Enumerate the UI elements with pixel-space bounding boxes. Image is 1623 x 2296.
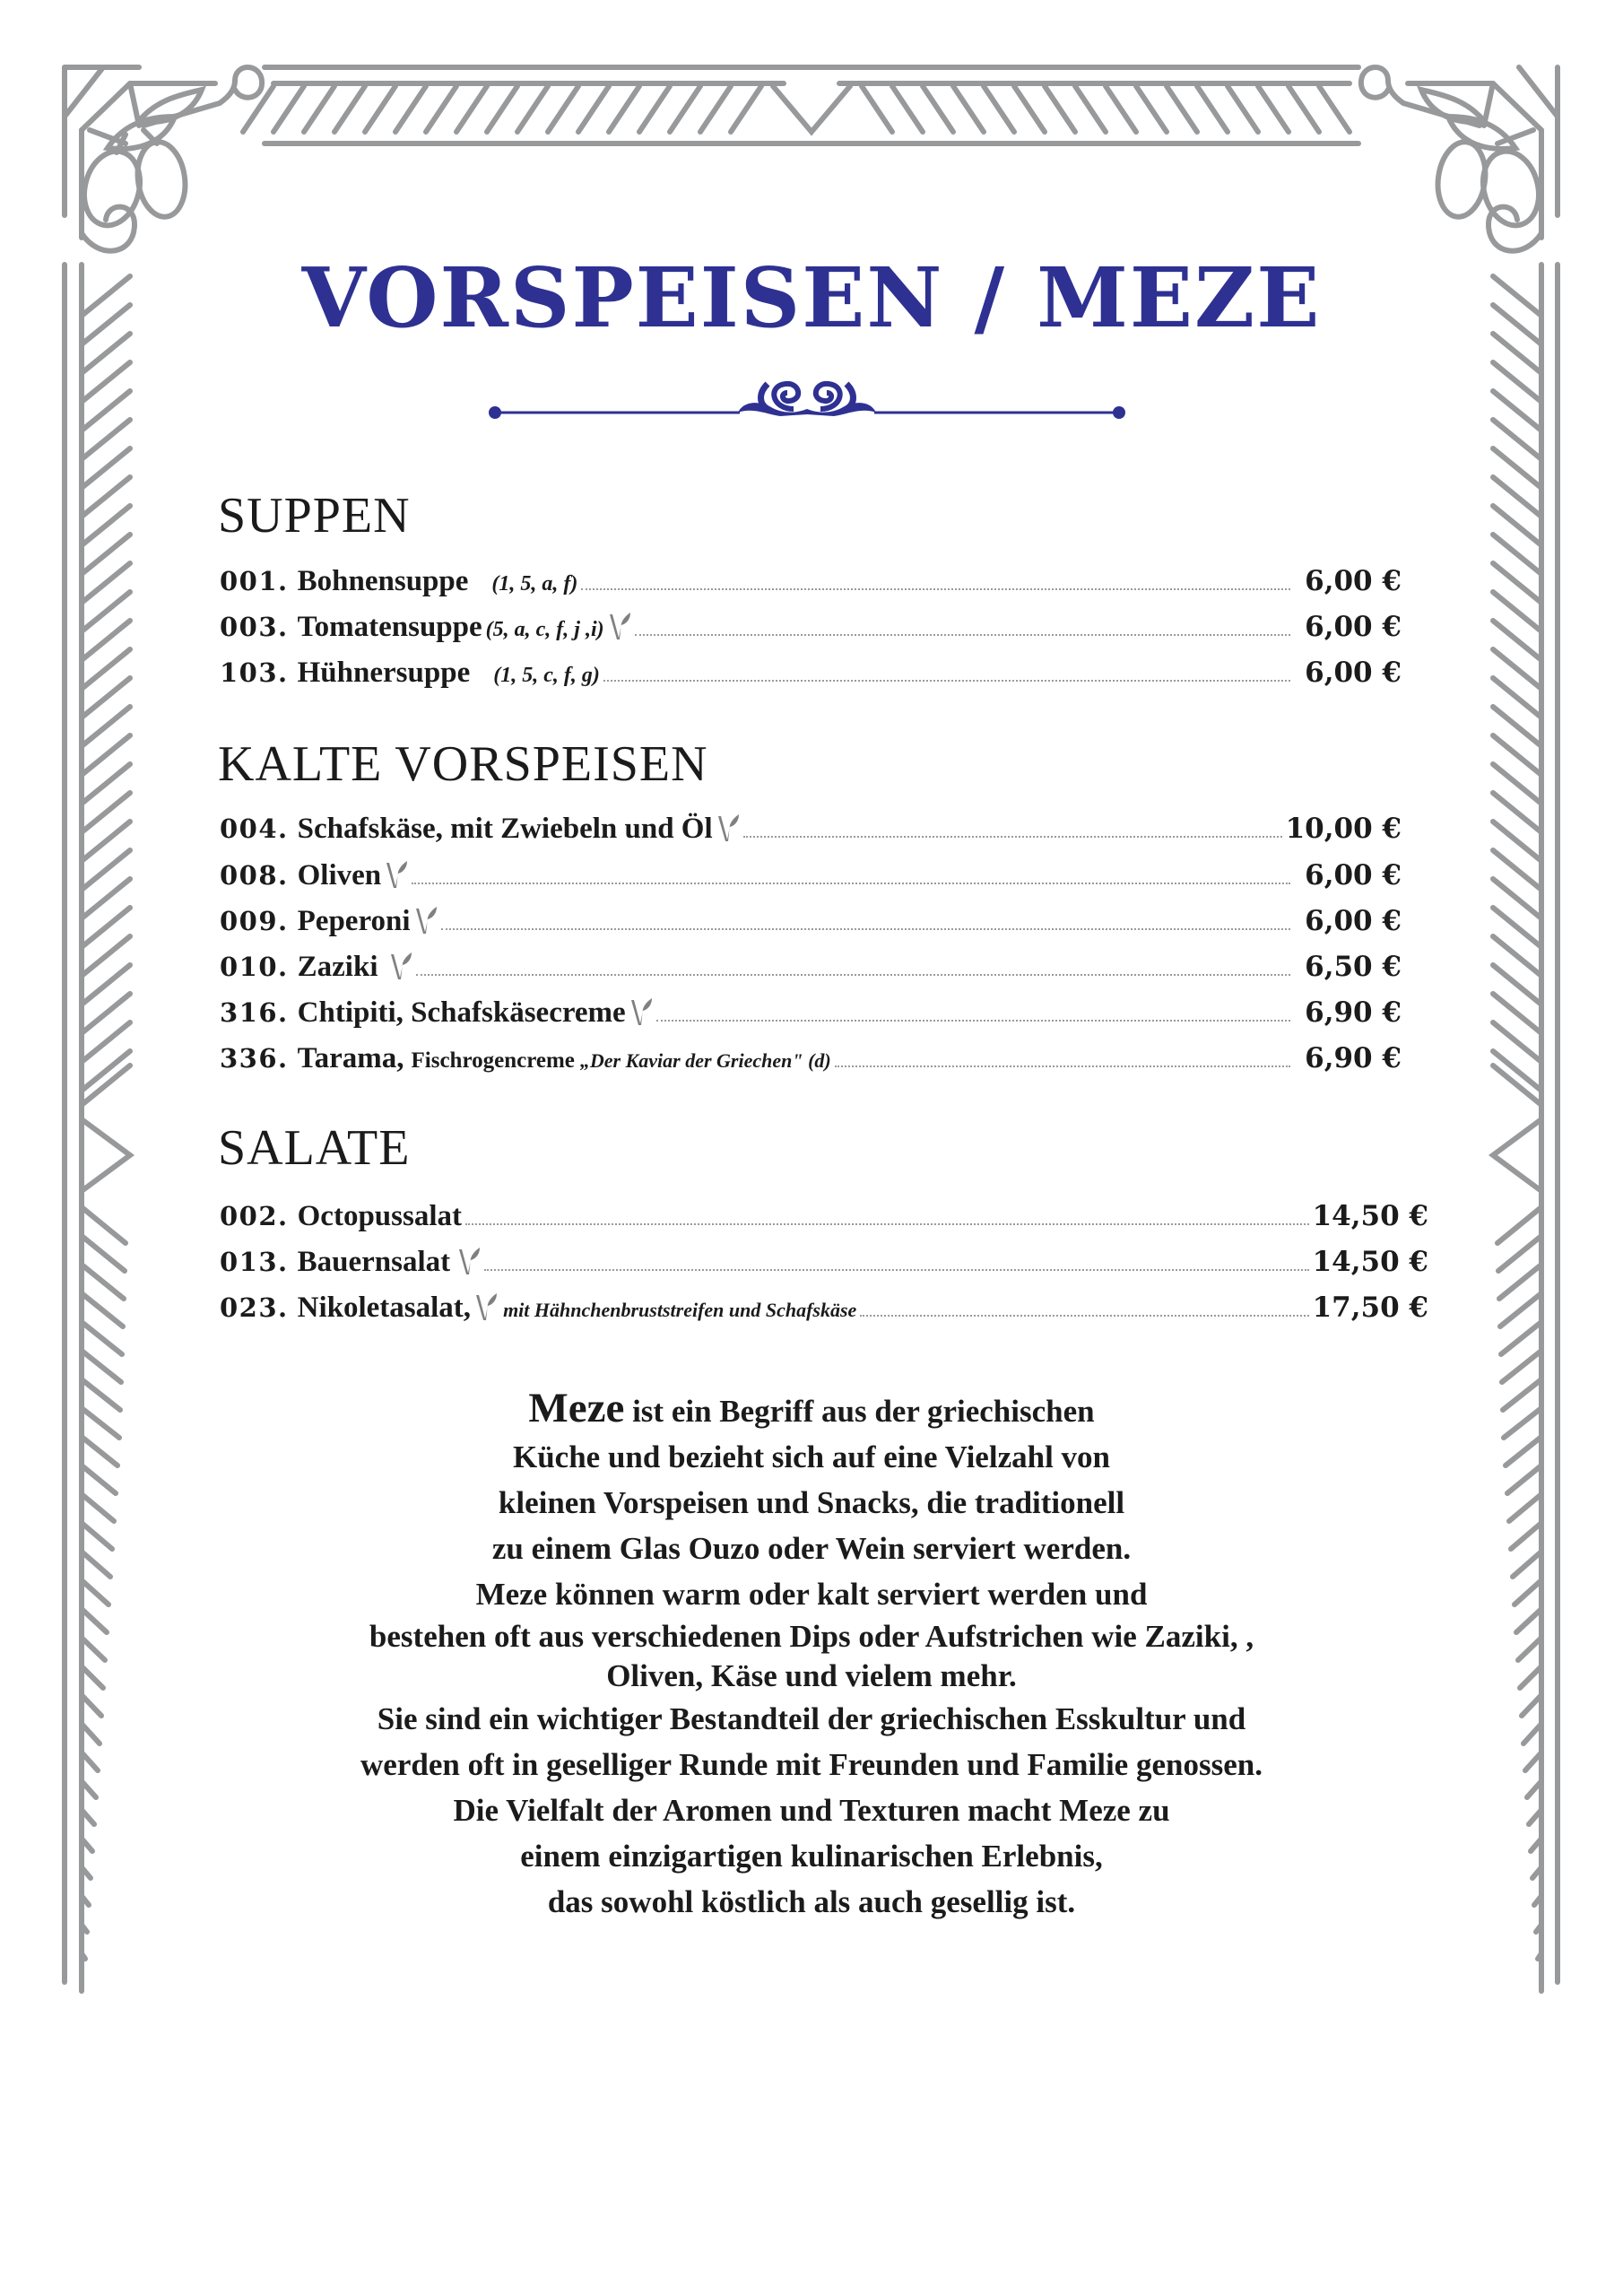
- title-divider-ornament: [484, 377, 1130, 439]
- menu-item: [220, 1242, 1428, 1282]
- dotted-leader: [603, 679, 1290, 682]
- description-line: Meze können warm oder kalt serviert werden und: [475, 1577, 1148, 1612]
- item-price: 6,00 €: [1305, 611, 1402, 643]
- item-number: 103.: [220, 657, 289, 688]
- item-name: Nikoletasalat,: [297, 1292, 472, 1324]
- item-number: 023.: [220, 1292, 289, 1323]
- description-line: Oliven, Käse und vielem mehr.: [606, 1658, 1017, 1693]
- menu-item: [220, 901, 1402, 941]
- item-name: Zaziki: [297, 951, 378, 983]
- item-price: 6,00 €: [1305, 657, 1402, 689]
- description-line: das sowohl köstlich als auch gesellig ist.: [547, 1884, 1076, 1919]
- section-title-kalte-vorspeisen: KALTE VORSPEISEN: [218, 736, 708, 792]
- dotted-leader: [743, 835, 1282, 838]
- vegetarian-leaf-icon: [608, 611, 631, 641]
- item-number: 013.: [220, 1247, 289, 1277]
- menu-item: [220, 856, 1402, 895]
- menu-item: [220, 1288, 1428, 1327]
- dotted-leader: [484, 1268, 1308, 1271]
- item-number: 008.: [220, 860, 289, 891]
- item-price: 6,90 €: [1305, 1042, 1402, 1074]
- vegetarian-leaf-icon: [414, 905, 438, 935]
- item-description: „Der Kaviar der Griechen" (d): [579, 1049, 831, 1072]
- item-number: 009.: [220, 906, 289, 936]
- allergen-note: (1, 5, c, f, g): [493, 664, 600, 687]
- item-price: 6,00 €: [1305, 859, 1402, 891]
- meze-description: [215, 1386, 1408, 1925]
- dotted-leader: [465, 1222, 1309, 1225]
- item-number: 336.: [220, 1043, 289, 1074]
- item-name: Tomatensuppe: [297, 611, 482, 643]
- description-line: einem einzigartigen kulinarischen Erlebnis,: [520, 1839, 1103, 1874]
- section-title-salate: SALATE: [218, 1120, 411, 1176]
- description-line: Küche und bezieht sich auf eine Vielzahl von: [512, 1439, 1111, 1474]
- item-name: Schafskäse, mit Zwiebeln und Öl: [297, 813, 713, 845]
- item-price: 14,50 €: [1312, 1200, 1428, 1232]
- description-lead-word: Meze: [528, 1385, 625, 1431]
- vegetarian-leaf-icon: [629, 996, 653, 1027]
- dotted-leader: [581, 587, 1290, 590]
- dotted-leader: [635, 633, 1290, 636]
- vegetarian-leaf-icon: [716, 813, 740, 843]
- item-name: Tarama,: [297, 1042, 404, 1074]
- dotted-leader: [416, 973, 1291, 976]
- menu-item: [220, 607, 1402, 647]
- dotted-leader: [412, 882, 1290, 884]
- dotted-leader: [860, 1314, 1308, 1317]
- item-name: Oliven: [297, 859, 382, 891]
- item-price: 17,50 €: [1312, 1292, 1428, 1324]
- item-price: 6,90 €: [1305, 996, 1402, 1029]
- item-name: Octopussalat: [297, 1200, 462, 1232]
- menu-item: [220, 809, 1402, 848]
- description-text: ist ein Begriff aus der griechischen: [624, 1394, 1095, 1429]
- menu-item: [220, 947, 1402, 987]
- allergen-note: (5, a, c, f, j ,i): [485, 618, 604, 641]
- vegetarian-leaf-icon: [457, 1246, 481, 1276]
- dotted-leader: [441, 927, 1290, 930]
- dotted-leader: [656, 1019, 1290, 1022]
- item-name: Hühnersuppe: [297, 657, 471, 689]
- vegetarian-leaf-icon: [385, 859, 408, 890]
- description-line: Die Vielfalt der Aromen und Texturen macht Meze zu: [453, 1793, 1170, 1828]
- item-name: Chtipiti, Schafskäsecreme: [297, 996, 626, 1029]
- item-name: Bauernsalat: [297, 1246, 451, 1278]
- item-description: mit Hähnchenbruststreifen und Schafskäse: [503, 1299, 857, 1321]
- item-name: Bohnensuppe: [297, 565, 469, 597]
- description-line: bestehen oft aus verschiedenen Dips oder Aufstrichen wie Zaziki, ,: [369, 1619, 1254, 1654]
- description-line: [215, 1386, 1408, 1434]
- allergen-note: (1, 5, a, f): [491, 572, 578, 596]
- menu-item: [220, 1039, 1402, 1078]
- item-price: 6,50 €: [1305, 951, 1402, 983]
- description-line: kleinen Vorspeisen und Snacks, die traditionell: [498, 1485, 1125, 1520]
- item-number: 003.: [220, 612, 289, 642]
- item-number: 010.: [220, 952, 289, 982]
- description-line: werden oft in geselliger Runde mit Freunden und Familie genossen.: [360, 1747, 1263, 1782]
- description-line: Sie sind ein wichtiger Bestandteil der griechischen Esskultur und: [377, 1701, 1246, 1736]
- menu-item: [220, 653, 1402, 692]
- vegetarian-leaf-icon: [389, 951, 412, 981]
- item-number: 001.: [220, 566, 289, 596]
- section-title-suppen: SUPPEN: [218, 488, 411, 544]
- item-price: 6,00 €: [1305, 565, 1402, 597]
- menu-item: [220, 561, 1402, 601]
- item-number: 004.: [220, 813, 289, 844]
- menu-item: [220, 1196, 1428, 1236]
- item-number: 002.: [220, 1201, 289, 1231]
- description-line: zu einem Glas Ouzo oder Wein serviert werden.: [491, 1531, 1132, 1566]
- item-subtitle: Fischrogencreme: [411, 1048, 575, 1073]
- item-name: Peperoni: [297, 905, 411, 937]
- page-title: VORSPEISEN / MEZE: [301, 249, 1322, 346]
- vegetarian-leaf-icon: [474, 1292, 498, 1322]
- item-price: 6,00 €: [1305, 905, 1402, 937]
- menu-item: [220, 993, 1402, 1032]
- item-number: 316.: [220, 997, 289, 1028]
- item-price: 14,50 €: [1312, 1246, 1428, 1278]
- item-price: 10,00 €: [1285, 813, 1402, 845]
- dotted-leader: [835, 1065, 1290, 1067]
